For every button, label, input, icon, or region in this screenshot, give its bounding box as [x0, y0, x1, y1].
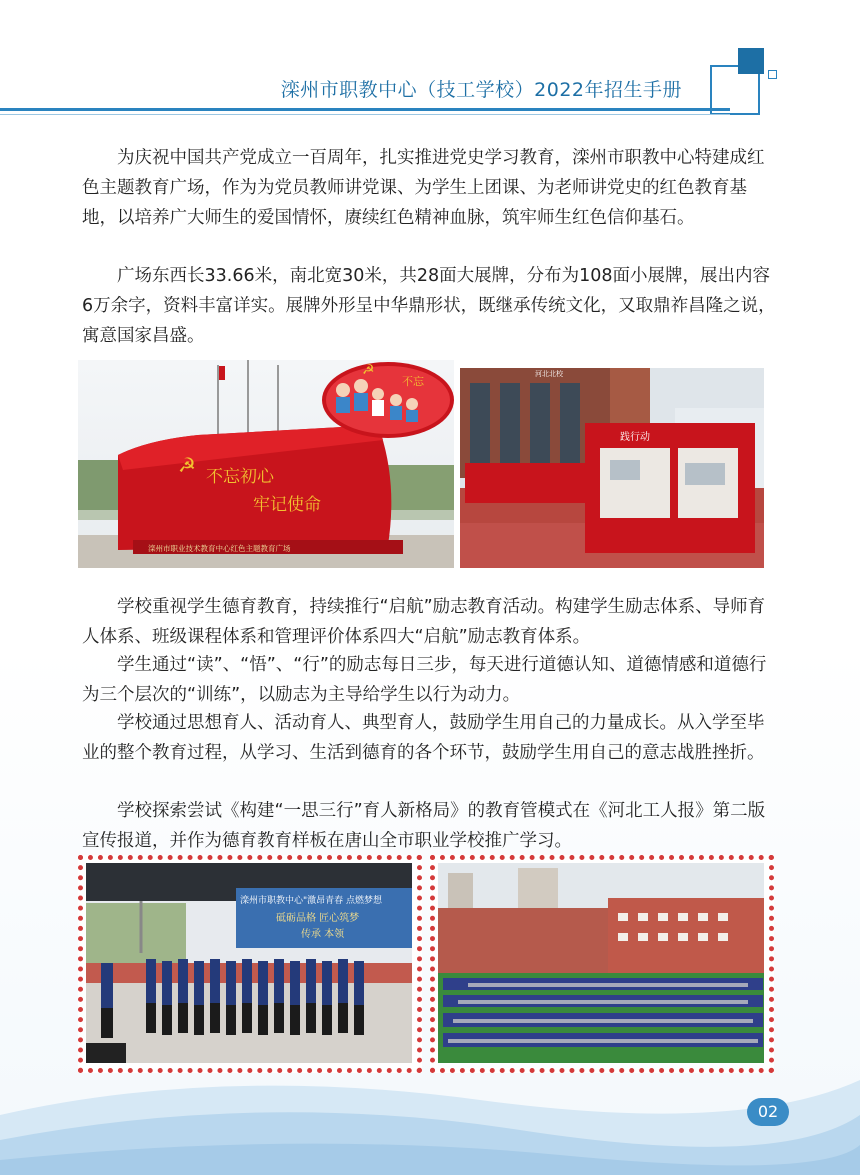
- header-rule-thin: [0, 114, 730, 115]
- board-title: 践行动: [620, 432, 650, 443]
- photo-assembly: [430, 855, 774, 1073]
- footer-wave: [0, 1060, 860, 1175]
- building-sign: 河北北校: [535, 370, 563, 378]
- ceremony-banner: 滦州市职教中心"激昂青春 点燃梦想: [240, 896, 383, 906]
- photo-red-monument: [78, 360, 454, 568]
- ceremony-banner-sub1: 砥砺品格 匠心筑梦: [276, 913, 360, 924]
- ceremony-banner-sub2: 传承 本领: [301, 929, 345, 940]
- paragraph-moral-growth: 学校通过思想育人、活动育人、典型育人，鼓励学生用自己的力量成长。从入学至毕业的整个教育过程，从学习、生活到德育的各个环节，鼓励学生用自己的意志战胜挫折。: [82, 713, 765, 763]
- paragraph-square-details: 广场东西长33.66米，南北宽30米，共28面大展牌，分布为108面小展牌，展出内容6万余字，资料丰富详实。展牌外形呈中华鼎形状，既继承传统文化，又取鼎祚昌隆之说，寓意国家昌盛。: [82, 266, 776, 346]
- paragraph-three-steps: 学生通过“读”、“悟”、“行”的励志每日三步，每天进行道德认知、道德情感和道德行为三个层次的“训练”，以励志为主导给学生以行为动力。: [82, 655, 767, 705]
- photo-exhibition-boards: [460, 368, 764, 568]
- header-square-filled: [738, 48, 764, 74]
- inset-slogan: 不忘: [402, 375, 424, 388]
- header-square-small: [768, 70, 777, 79]
- paragraph-red-square-intro: 为庆祝中国共产党成立一百周年，扎实推进党史学习教育，滦州市职教中心特建成红色主题教育广场，作为为党员教师讲党课、为学生上团课、为老师讲党史的红色教育基地，以培养广大师生的爱国情怀，赓续红色精神血脉，筑牢师生红色信仰基石。: [82, 148, 765, 228]
- paragraph-media-report: 学校探索尝试《构建“一思三行”育人新格局》的教育管模式在《河北工人报》第二版宣传报道，并作为德育教育样板在唐山全市职业学校推广学习。: [82, 801, 766, 851]
- monument-base-caption: 滦州市职业技术教育中心红色主题教育广场: [148, 544, 291, 553]
- photo-ceremony: [78, 855, 422, 1073]
- header-rule: [0, 108, 730, 111]
- monument-slogan-2: 牢记使命: [253, 495, 321, 515]
- svg-text:☭: ☭: [362, 362, 375, 378]
- paragraph-qihang-activity: 学校重视学生德育教育，持续推行“启航”励志教育活动。构建学生励志体系、导师育人体系、班级课程体系和管理评价体系四大“启航”励志教育体系。: [82, 597, 766, 647]
- monument-slogan-1: 不忘初心: [206, 467, 274, 487]
- svg-text:☭: ☭: [178, 453, 196, 477]
- page-number: 02: [747, 1098, 789, 1126]
- header-title: 滦州市职教中心（技工学校）2022年招生手册: [280, 79, 682, 101]
